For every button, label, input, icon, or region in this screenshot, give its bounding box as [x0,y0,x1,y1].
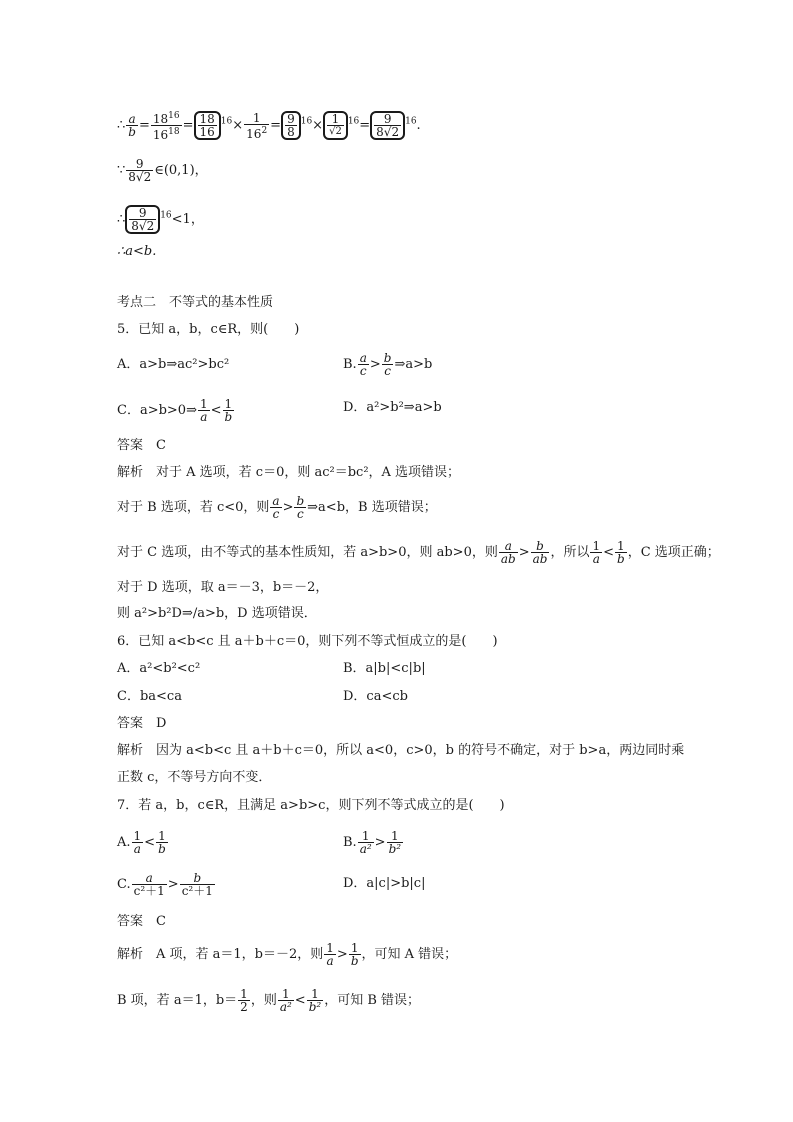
q5-answer: 答案 C [117,438,166,453]
proof-line-3: ∴ $\frac{9}{8√2}$ $^{16}$<1， [117,206,204,233]
q5-option-a: A．a>b⇒ac²>bc² [117,357,230,372]
q7-answer: 答案 C [117,914,166,929]
proof-line-2: ∵ $\frac{9}{8√2}$ ∈(0,1)， [117,157,208,184]
q6-answer: 答案 D [117,716,167,731]
q7-option-b: B. $\frac{1}{\text{a²}}$ > $\frac{1}{\text{b²}}$ [343,829,402,856]
q5-option-d: D．a²>b²⇒a>b [343,400,442,415]
proof-line-4: ∴a<b. [117,244,157,259]
q7-option-d: D．a|c|>b|c| [343,876,426,891]
q5-option-b: B. $\frac{a}{c}$ > $\frac{b}{c}$ ⇒a>b [343,351,433,378]
proof-line-1: ∴ $\frac{a}{b}$ = $\frac{18^{16}}{16^{18}}$ = $\frac{18}{16}$ $^{16}$× $\frac{1}{16^2}$ = $\frac{9}{8}$ $^{16}$× $\frac{1}{√2}$ $^{16}$= $\frac{9}{8√2}$ $^{16}$. [117,110,421,142]
q6-option-d: D．ca<cb [343,689,408,704]
q5-stem: 5．已知 a，b，c∈R，则( ) [117,322,300,337]
q5-explain-4: 对于 D 选项，取 a＝－3，b＝－2， [117,580,329,595]
q6-option-a: A．a²<b²<c² [117,661,201,676]
section-title: 考点二 不等式的基本性质 [117,295,274,310]
q7-option-a: A. $\frac{1}{a}$ < $\frac{1}{b}$ [117,829,166,856]
q6-stem: 6．已知 a<b<c 且 a＋b＋c＝0，则下列不等式恒成立的是( ) [117,634,498,649]
q6-option-b: B．a|b|<c|b| [343,661,426,676]
q7-stem: 7．若 a，b，c∈R，且满足 a>b>c，则下列不等式成立的是( ) [117,798,505,813]
q6-explain-2: 正数 c，不等号方向不变． [117,770,272,785]
q5-explain-3: 对于 C 选项，由不等式的基本性质知，若 a>b>0，则 ab>0，则 $\frac{a}{ab}$ > $\frac{b}{ab}$ ，所以 $\frac{1}{a}$ < $\frac{1}{b}$ ，C 选项正确； [117,539,720,566]
q7-explain-1: 解析 A 项，若 a＝1，b＝－2，则 $\frac{1}{a}$ > $\frac{1}{b}$ ，可知 A 错误； [117,941,458,968]
q5-explain-5: 则 a²>b²D⇒/a>b，D 选项错误． [117,606,317,621]
q6-option-c: C．ba<ca [117,689,182,704]
q6-explain-1: 解析 因为 a<b<c 且 a＋b＋c＝0，所以 a<0，c>0，b 的符号不确定，对于 b>a，两边同时乘 [117,743,685,758]
q5-explain-2: 对于 B 选项，若 c<0，则 $\frac{a}{c}$ > $\frac{b}{c}$ ⇒a<b，B 选项错误； [117,494,437,521]
q7-explain-2: B 项，若 a＝1，b＝ $\frac{1}{2}$ ，则 $\frac{1}{\text{a²}}$ < $\frac{1}{\text{b²}}$ ，可知 B 错误； [117,987,421,1014]
q7-option-c: C. $\frac{a}{\text{c²＋1}}$ > $\frac{b}{\text{c²＋1}}$ [117,871,213,898]
q5-option-c: C．a>b>0⇒ $\frac{1}{a}$ < $\frac{1}{b}$ [117,397,233,424]
q5-explain-1: 解析 对于 A 选项，若 c＝0，则 ac²＝bc²，A 选项错误； [117,465,461,480]
